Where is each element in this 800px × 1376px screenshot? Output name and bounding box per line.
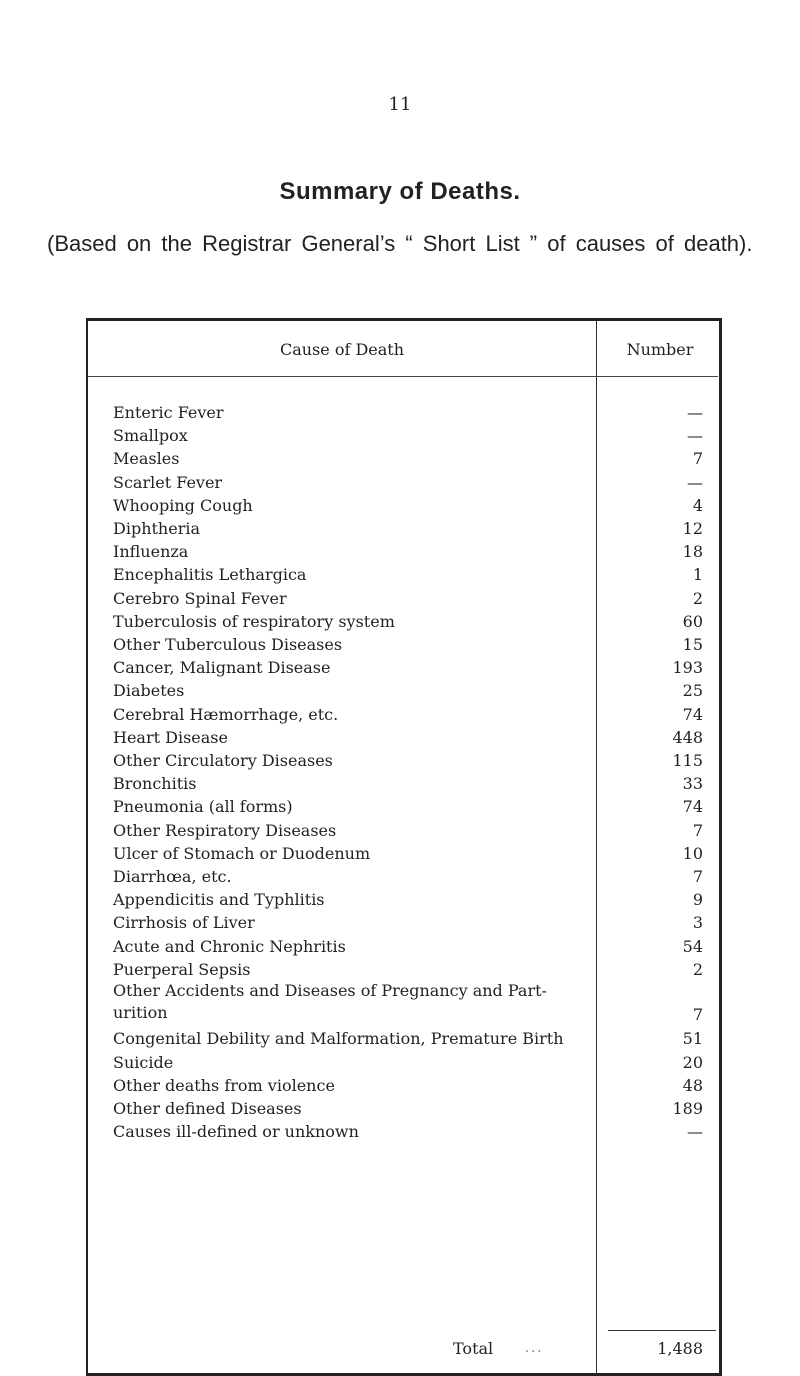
cause-label: Diabetes bbox=[113, 681, 185, 700]
death-count: 54 bbox=[682, 937, 703, 956]
death-count: 60 bbox=[682, 612, 703, 631]
cause-label: Other Circulatory Diseases bbox=[113, 751, 333, 770]
table-row bbox=[113, 1026, 713, 1052]
header-rule bbox=[88, 376, 718, 377]
death-count: 33 bbox=[682, 774, 703, 793]
death-count: 15 bbox=[682, 635, 703, 654]
death-count: 20 bbox=[682, 1053, 703, 1072]
cause-label: Cirrhosis of Liver bbox=[113, 913, 255, 932]
table-row bbox=[113, 794, 713, 820]
table-row bbox=[113, 446, 713, 472]
page-number: 11 bbox=[388, 94, 412, 115]
cause-label: Whooping Cough bbox=[113, 496, 253, 515]
cause-label: Cerebro Spinal Fever bbox=[113, 589, 287, 608]
death-count: 9 bbox=[692, 890, 703, 909]
death-count: 7 bbox=[692, 867, 703, 886]
death-count: 189 bbox=[672, 1099, 703, 1118]
cause-label: Other deaths from violence bbox=[113, 1076, 335, 1095]
death-count: 25 bbox=[682, 681, 703, 700]
cause-label: Suicide bbox=[113, 1053, 174, 1072]
cause-label: Appendicitis and Typhlitis bbox=[113, 890, 325, 909]
cause-label: Congenital Debility and Malformation, Premature Birth bbox=[113, 1029, 564, 1048]
total-row bbox=[113, 1336, 713, 1362]
cause-label: Encephalitis Lethargica bbox=[113, 565, 307, 584]
cause-label: Scarlet Fever bbox=[113, 473, 223, 492]
death-count: 74 bbox=[682, 705, 703, 724]
death-count: 48 bbox=[682, 1076, 703, 1095]
death-count: 2 bbox=[692, 589, 703, 608]
total-value: 1,488 bbox=[657, 1339, 703, 1358]
death-count: 51 bbox=[682, 1029, 703, 1048]
cause-label: Other defined Diseases bbox=[113, 1099, 302, 1118]
table-row bbox=[113, 980, 713, 1028]
table-row bbox=[113, 1119, 713, 1145]
death-count: 1 bbox=[692, 565, 703, 584]
cause-label: Acute and Chronic Nephritis bbox=[113, 937, 346, 956]
total-rule bbox=[608, 1330, 716, 1331]
death-count: 4 bbox=[692, 496, 703, 515]
cause-label: Diphtheria bbox=[113, 519, 200, 538]
death-count: 3 bbox=[692, 913, 703, 932]
cause-label: Ulcer of Stomach or Duodenum bbox=[113, 844, 371, 863]
leader-dots: ... bbox=[525, 1341, 544, 1356]
death-count: 7 bbox=[692, 449, 703, 468]
death-count: 12 bbox=[682, 519, 703, 538]
page-subtitle: (Based on the Registrar General’s “ Short List ” of causes of death). bbox=[47, 231, 753, 256]
cause-label: Other Accidents and Diseases of Pregnancy and Part-urition bbox=[113, 981, 547, 1022]
cause-label: Bronchitis bbox=[113, 774, 197, 793]
table-row bbox=[113, 562, 713, 588]
cause-label: Cerebral Hæmorrhage, etc. bbox=[113, 705, 339, 724]
cause-label: Cancer, Malignant Disease bbox=[113, 658, 331, 677]
cause-label: Other Tuberculous Diseases bbox=[113, 635, 343, 654]
death-count: — bbox=[687, 426, 703, 445]
death-count: — bbox=[687, 1122, 703, 1141]
death-count: 7 bbox=[692, 821, 703, 840]
cause-label: Influenza bbox=[113, 542, 189, 561]
death-count: — bbox=[687, 403, 703, 422]
death-count: 10 bbox=[682, 844, 703, 863]
cause-label: Diarrhœa, etc. bbox=[113, 867, 232, 886]
page-title: Summary of Deaths. bbox=[279, 178, 521, 205]
cause-label: Causes ill-defined or unknown bbox=[113, 1122, 359, 1141]
cause-label: Puerperal Sepsis bbox=[113, 960, 251, 979]
cause-label: Pneumonia (all forms) bbox=[113, 797, 293, 816]
cause-label: Heart Disease bbox=[113, 728, 228, 747]
header-cause: Cause of Death bbox=[279, 340, 405, 359]
death-count: 74 bbox=[682, 797, 703, 816]
death-count: — bbox=[687, 473, 703, 492]
death-count: 2 bbox=[692, 960, 703, 979]
cause-label: Enteric Fever bbox=[113, 403, 224, 422]
table-row bbox=[113, 678, 713, 704]
cause-label: Smallpox bbox=[113, 426, 188, 445]
total-label: Total bbox=[453, 1339, 494, 1358]
table-row bbox=[113, 910, 713, 936]
cause-label: Tuberculosis of respiratory system bbox=[113, 612, 395, 631]
cause-label: Measles bbox=[113, 449, 180, 468]
header-number: Number bbox=[626, 340, 694, 359]
death-count: 18 bbox=[682, 542, 703, 561]
death-count: 7 bbox=[692, 1005, 703, 1024]
death-count: 448 bbox=[672, 728, 703, 747]
death-count: 193 bbox=[672, 658, 703, 677]
cause-label: Other Respiratory Diseases bbox=[113, 821, 337, 840]
death-count: 115 bbox=[672, 751, 703, 770]
